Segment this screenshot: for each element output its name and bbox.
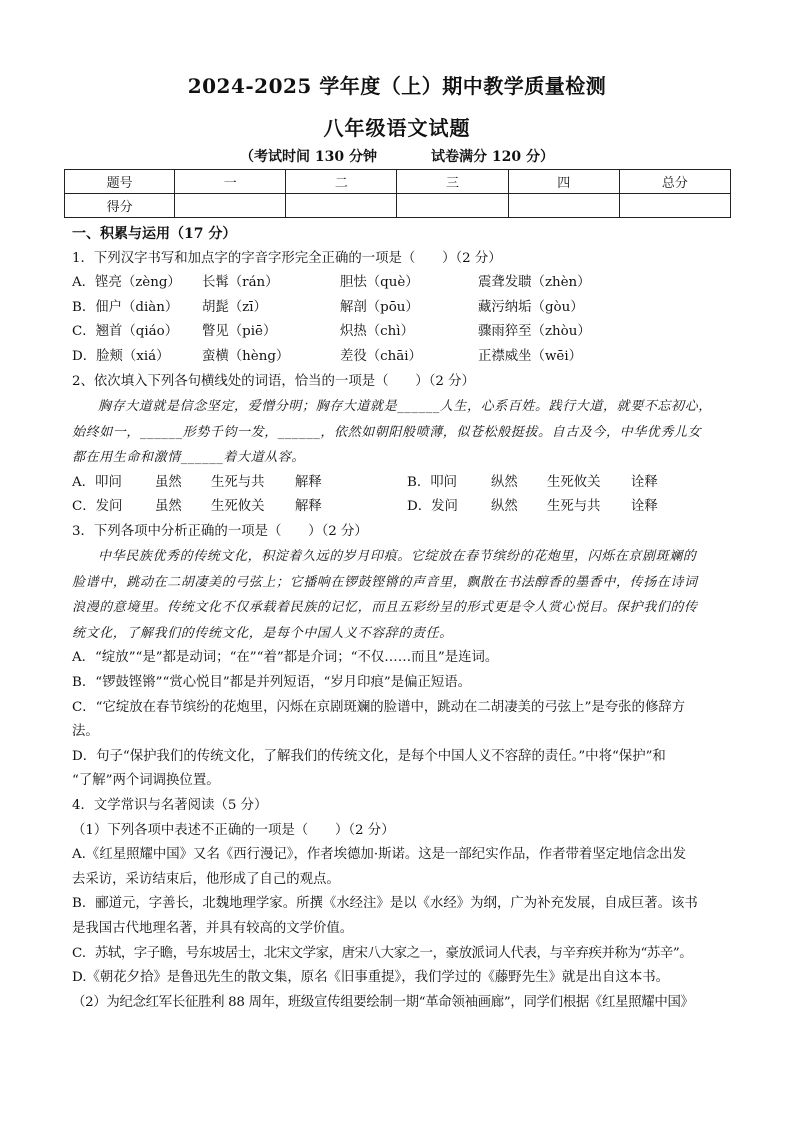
q4-option-b-cont: 是我国古代地理名著，并具有较高的文学价值。: [72, 920, 354, 936]
q1-item: C．翘首（qiáo）: [72, 324, 179, 340]
q1-item: 长髯（rán）: [202, 275, 279, 291]
q1-item: 胆怯（què）: [340, 275, 419, 291]
score-input-cell[interactable]: [619, 194, 730, 218]
q3-passage-line: 中华民族优秀的传统文化，积淀着久远的岁月印痕。它绽放在春节缤纷的花炮里，闪烁在京剧斑斓的: [98, 549, 697, 565]
q2-option-d: D．发问: [407, 499, 458, 515]
q4-option-c: C．苏轼，字子瞻，号东坡居士，北宋文学家，唐宋八大家之一，豪放派词人代表，与辛弃疾并称为“苏辛”。: [72, 945, 693, 961]
score-table-header-row: [65, 170, 731, 194]
q3-option-d-cont: “了解”两个词调换位置。: [72, 773, 220, 789]
q2-option-b-word: 纵然: [491, 474, 518, 490]
q1-item: 正襟威坐（wēi）: [478, 348, 583, 364]
q4-sub2-stem: （2）为纪念红军长征胜利 88 周年，班级宣传组要绘制一期“革命领袖画廊”，同学们根据《红星照耀中国》: [72, 994, 694, 1010]
exam-info: [0, 146, 794, 166]
q1-item: 震聋发聩（zhèn）: [478, 275, 591, 291]
q1-item: 瞥见（piē）: [202, 324, 277, 340]
q2-options-row-1: [72, 471, 726, 496]
q2-option-a: A．叩问: [72, 474, 122, 490]
exam-subject-title: 八年级语文试题: [323, 116, 471, 140]
question-3-stem: 3．下列各项中分析正确的一项是（ ）（2 分）: [72, 523, 368, 539]
q2-option-d-word: 生死与共: [547, 499, 601, 515]
score-cell-label: 题号: [65, 170, 175, 194]
q1-item: 蛮横（hèng）: [202, 348, 290, 364]
q2-option-c-word: 解释: [295, 499, 322, 515]
q2-passage: [72, 394, 726, 471]
exam-content: [72, 222, 726, 1015]
q2-passage-line: 始终如一，______形势千钧一发，______，依然如朝阳般喷薄，似苍松般挺拔。自古及今，中华优秀儿女: [72, 424, 702, 440]
q3-option-c: C．“它绽放在春节缤纷的花炮里，闪烁在京剧斑斓的脸谱中，跳动在二胡凄美的弓弦上”是夸张的修辞方: [72, 699, 686, 715]
q1-item: 藏污纳垢（gòu）: [478, 299, 584, 315]
score-input-cell[interactable]: [397, 194, 508, 218]
q1-option-a: [72, 271, 726, 296]
q3-option-a: A．“绽放”“是”都是动词；“在”“着”都是介词；“不仅……而且”是连词。: [72, 650, 499, 666]
score-table-score-row: [65, 194, 731, 218]
q2-option-b-word: 诠释: [631, 474, 658, 490]
score-cell: 总分: [619, 170, 730, 194]
score-input-cell[interactable]: [508, 194, 619, 218]
score-cell: 一: [175, 170, 286, 194]
q2-option-b-word: 生死攸关: [547, 474, 601, 490]
q2-passage-line: 都在用生命和激情______着大道从容。: [72, 450, 306, 466]
section-heading: 一、积累与运用（17 分）: [72, 226, 237, 242]
q3-option-b: B．“锣鼓铿锵”“赏心悦目”都是并列短语，“岁月印痕”是偏正短语。: [72, 675, 472, 691]
q2-option-c: C．发问: [72, 499, 123, 515]
q2-option-a-word: 解释: [295, 474, 322, 490]
question-1-stem: 1．下列汉字书写和加点字的字音字形完全正确的一项是（ ）（2 分）: [72, 250, 502, 266]
q1-option-b: [72, 296, 726, 321]
q2-option-d-word: 诠释: [631, 499, 658, 515]
q1-item: B．佃户（diàn）: [72, 299, 179, 315]
score-table: [64, 169, 731, 218]
q4-option-d: D.《朝花夕拾》是鲁迅先生的散文集，原名《旧事重提》，我们学过的《藤野先生》就是出自这本书。: [72, 970, 669, 986]
question-4-stem: 4．文学常识与名著阅读（5 分）: [72, 798, 268, 813]
q3-option-d: D．句子“保护我们的传统文化，了解我们的传统文化，是每个中国人义不容辞的责任。”中将“保护”和: [72, 748, 666, 764]
q1-option-c: [72, 320, 726, 345]
q3-passage: [72, 544, 726, 646]
exam-time: （考试时间 130 分钟: [240, 149, 377, 165]
q3-option-c-cont: 法。: [72, 724, 99, 740]
q2-option-c-word: 虽然: [155, 499, 182, 515]
q4-option-a: A.《红星照耀中国》又名《西行漫记》，作者埃德加·斯诺。这是一部纪实作品，作者带着坚定地信念出发: [72, 847, 687, 863]
score-cell-label: 得分: [65, 194, 175, 218]
q1-option-d: [72, 345, 726, 370]
q1-item: 炽热（chì）: [340, 324, 414, 340]
q4-sub1-stem: （1）下列各项中表述不正确的一项是（ ）（2 分）: [72, 822, 395, 838]
q1-item: D．脸颊（xiá）: [72, 348, 170, 364]
exam-title: 2024-2025 学年度（上）期中教学质量检测: [187, 74, 607, 98]
q2-option-c-word: 生死攸关: [211, 499, 265, 515]
q2-options-row-2: [72, 495, 726, 520]
q4-option-b: B．郦道元，字善长，北魏地理学家。所撰《水经注》是以《水经》为纲，广为补充发展，自成巨著。该书: [72, 896, 698, 912]
question-2-stem: 2、依次填入下列各句横线处的词语，恰当的一项是（ ）（2 分）: [72, 373, 475, 389]
q1-item: 骤雨猝至（zhòu）: [478, 324, 591, 340]
score-cell: 四: [508, 170, 619, 194]
q3-passage-line: 统文化，了解我们的传统文化，是每个中国人义不容辞的责任。: [72, 625, 453, 641]
q2-option-b: B．叩问: [407, 474, 458, 490]
q2-option-a-word: 虽然: [155, 474, 182, 490]
score-input-cell[interactable]: [175, 194, 286, 218]
exam-full-score: 试卷满分 120 分）: [431, 149, 554, 165]
q2-option-d-word: 纵然: [491, 499, 518, 515]
q4-option-a-cont: 去采访，采访结束后，他形成了自己的观点。: [72, 871, 340, 887]
score-cell: 二: [286, 170, 397, 194]
q1-item: 胡髭（zī）: [202, 299, 267, 315]
score-input-cell[interactable]: [286, 194, 397, 218]
q1-item: 解剖（pōu）: [340, 299, 419, 315]
score-cell: 三: [397, 170, 508, 194]
q1-item: A．铿亮（zèng）: [72, 275, 181, 291]
q1-item: 差役（chāi）: [340, 348, 422, 364]
q3-passage-line: 脸谱中，跳动在二胡凄美的弓弦上；它播响在锣鼓铿锵的声音里，飘散在书法醇香的墨香中，传扬在诗词: [72, 574, 698, 590]
q2-passage-line: 胸存大道就是信念坚定，爱憎分明；胸存大道就是______人生，心系百姓。践行大道，就要不忘初心，: [98, 399, 712, 415]
q2-option-a-word: 生死与共: [211, 474, 265, 490]
q3-passage-line: 浪漫的意境里。传统文化不仅承载着民族的记忆，而且五彩纷呈的形式更是令人赏心悦目。保护我们的传: [72, 600, 698, 616]
